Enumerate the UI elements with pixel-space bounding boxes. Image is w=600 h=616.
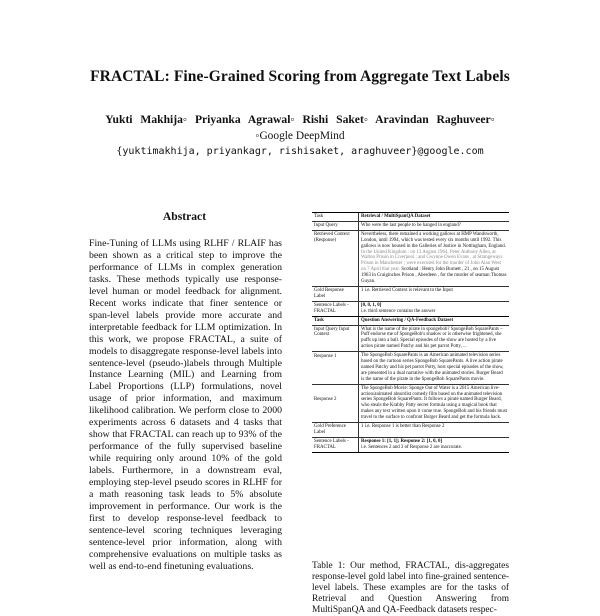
table-caption: Table 1: Our method, FRACTAL, dis-aggregates response-level gold label into fine-grained sentence-level labels. These examples are for the tasks of Retrieval and Question Answering from MultiSpanQA and QA-Feedback datasets respec- (312, 561, 509, 615)
table-cell: Sentence Labels - FRACTAL (314, 302, 349, 314)
sentence-labels-note: i.e. Sentences 2 and 3 of Response 2 are inaccurate. (361, 444, 463, 450)
paper-title: FRACTAL: Fine-Grained Scoring from Aggregate Text Labels (90, 68, 510, 85)
sentence-labels-note: i.e. third sentence contains the answer (361, 308, 436, 314)
affiliation: ◦Google DeepMind (255, 130, 345, 142)
example-table (312, 212, 509, 453)
table-row (312, 316, 509, 325)
table-cell: Sentence Labels - FRACTAL (314, 438, 349, 450)
table-row (312, 221, 509, 230)
table-cell: Input Query (314, 222, 338, 228)
table-cell: The SpongeBob Movie: Sponge Out of Water is a 2015 American live-action/animated absurdist comedy film based on the animated television series SpongeBob SquarePants. It follows a pirate named Burger Beard, who steals the Krabby Patty secret formula using a magical book that makes any text written upon it come true. SpongeBob and his friends must travel to the surface to confront Burger Beard and get the formula back. (358, 385, 509, 422)
table-cell: Task (314, 214, 324, 219)
author-list: Yukti Makhija◦ Priyanka Agrawal◦ Rishi Saket◦ Aravindan Raghuveer◦ (105, 113, 495, 126)
table-cell: Gold Preference Label (314, 424, 346, 435)
table-cell: Gold Response Label (314, 287, 344, 299)
context-sentence: Nevertheless, there remained a working gallows at HMP Wandsworth, London, until 1994, which was tested every six months until 1992. This gallows is now housed in the Galleries of Justice in Nottingham, England. (361, 231, 506, 249)
table-row (312, 351, 509, 384)
table-row (312, 422, 509, 437)
table-cell: The SpongeBob SquarePants is an American animated television series based on the cartoon series SpongeBob SquarePants. A live action pirate named Patchy and his pet parrot Potty, host special episodes of the show, are presented in a dual narrative with the animated stories. Burger Beard is the name of the pirate in the SpongeBob SquarePants movie. (358, 352, 509, 384)
sentence-labels: Response 1: [1, 1]; Response 2: [1, 0, 0] (361, 438, 443, 444)
table-row (312, 212, 509, 221)
context-sentence-answer: In the United Kingdom : on 13 August 1964, Peter Anthony Allen, at Walton Prison in Liverpool ; and Gwynne Owen Evans , at Strangeways Prison in Manchester ; were executed for the murder of John Alan West on 7 April that year. (361, 249, 503, 273)
table-cell: Who were the last people to be hanged in england? (358, 222, 509, 230)
author-emails: {yuktimakhija, priyankagr, rishisaket, araghuveer}@google.com (116, 146, 484, 157)
table-row (312, 286, 509, 301)
table-cell: Retrieved Context (Response) (314, 231, 350, 243)
table-cell: Question Answering / QA-Feedback Dataset (358, 317, 509, 325)
table-row (312, 384, 509, 422)
table-cell: Input Query Input Context (314, 326, 350, 338)
table-cell (358, 302, 509, 316)
table-row (312, 325, 509, 352)
table-cell: What is the name of the pirate in spongebob? SpongeBob SquarePants – Puff endorse me of SpongeBob's shadow or is otherwise frightened, she puffs up into a ball. Special episodes of the show are hosted by a live action pirate named Patchy and his pet parrot Potty, ... (358, 326, 509, 352)
table-cell: Response 1 (314, 354, 337, 360)
table-cell: Response 2 (314, 396, 337, 402)
sentence-labels: [0, 0, 1, 0] (361, 302, 382, 308)
context-sentence: Scotland : Henry John Burnett , 21 , on 15 August 1963 in Craiginches Prison , Aberdeen , for the murder of seaman Thomas Guyan. (361, 267, 507, 285)
table-row (312, 230, 509, 286)
table-cell (358, 231, 509, 286)
table-cell (358, 438, 509, 452)
table-cell: Retrieval / MultiSpanQA Dataset (358, 213, 509, 221)
table-cell: 1 i.e. Retrieved Context is relevant to the Input (358, 287, 509, 301)
table-row (312, 301, 509, 316)
table-cell: 1 i.e. Response 1 is better than Response 2 (358, 423, 509, 437)
abstract-body: Fine-Tuning of LLMs using RLHF / RLAIF has been shown as a critical step to improve the performance of LLMs in complex generation tasks. These methods typically use response-level human or model feedback for alignment. Recent works indicate that finer sentence or span-level labels provide more accurate and interpretable feedback for LLM optimization. In this work, we propose FRACTAL, a suite of models to disaggregate response-level labels into sentence-level (pseudo-)labels through Multiple Instance Learning (MIL) and Learning from Label Proportions (LLP) formulations, novel usage of prior information, and maximum likelihood calibration. We perform close to 2000 experiments across 6 datasets and 4 tasks that show that FRACTAL can reach up to 93% of the performance of the fully supervised baseline while requiring only around 10% of the gold labels. Furthermore, in a downstream eval, employing step-level pseudo scores in RLHF for a math reasoning task leads to 5% absolute improvement in performance. Our work is the first to develop response-level feedback to sentence-level scoring techniques leveraging sentence-level prior information, along with comprehensive evaluations on multiple tasks as well as end-to-end finetuning evaluations. (89, 238, 282, 572)
abstract-heading: Abstract (162, 210, 207, 223)
table-row (312, 437, 509, 453)
table-cell: Task (314, 317, 324, 323)
